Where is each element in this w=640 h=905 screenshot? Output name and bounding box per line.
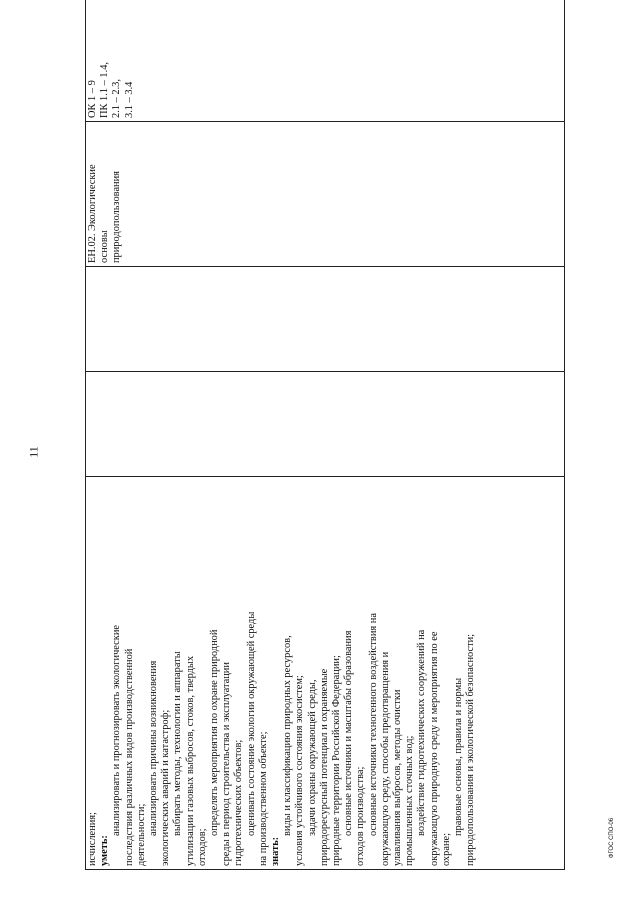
text-line: знать: — [270, 836, 282, 866]
rotated-table-container — [85, 24, 565, 870]
discipline-line: основы — [99, 230, 111, 263]
discipline-text — [87, 125, 124, 263]
text-line: утилизации газовых выбросов, стоков, твердых — [184, 655, 196, 866]
competency-codes-text — [87, 0, 136, 118]
text-line: промышленных сточных вод; — [404, 735, 416, 866]
text-line: отходов; — [196, 828, 208, 866]
code-line: 3.1 – 3.4 — [123, 81, 135, 118]
text-line: основные источники и масштабы образования — [343, 630, 355, 836]
text-line: окружающую среду, способы предотвращения и — [379, 651, 391, 866]
footer-code: ФГОС СПО-06 — [609, 817, 615, 859]
text-line: среды в период строительства и эксплуатации — [221, 662, 233, 866]
discipline-cell — [86, 122, 565, 267]
text-line: условия устойчивого состояния экосистем; — [294, 675, 306, 866]
text-line: задачи охраны окружающей среды, — [306, 679, 318, 836]
empty-cell — [86, 372, 565, 477]
text-line: анализировать и прогнозировать экологические — [111, 624, 123, 836]
text-line: экологических аварий и катастроф; — [160, 709, 172, 866]
text-line: последствия различных видов производственной — [123, 648, 135, 866]
table-row — [86, 0, 565, 870]
code-line: ПК 1.1 – 1.4, — [99, 62, 111, 118]
text-line: анализировать причины возникновения — [148, 660, 160, 836]
text-line: отходов производства; — [355, 766, 367, 866]
competency-description-cell — [86, 477, 565, 870]
text-line: исчисления; — [87, 812, 98, 866]
text-line: гидротехнических объектов; — [233, 739, 245, 866]
text-line: охране; — [440, 833, 452, 866]
text-line: виды и классификацию природных ресурсов, — [282, 635, 294, 836]
empty-cell — [86, 267, 565, 372]
text-line: воздействие гидротехнических сооружений на — [416, 629, 428, 836]
text-line: оценивать состояние экологии окружающей среды — [245, 611, 257, 836]
code-line: ОК 1 – 9 — [87, 80, 98, 118]
text-line: основные источники техногенного воздействия на — [367, 613, 379, 836]
code-line: 2.1 – 2.3, — [111, 79, 123, 118]
curriculum-table — [85, 0, 565, 870]
text-line: окружающую природную среду и мероприятия по ее — [428, 631, 440, 866]
text-line: природные территории Российской Федерации; — [331, 655, 343, 866]
discipline-line: ЕН.02. Экологические — [87, 164, 98, 263]
text-line: уметь: — [99, 835, 111, 866]
text-line: выбирать методы, технологии и аппараты — [172, 651, 184, 836]
competency-text — [87, 480, 478, 866]
text-line: улавливания выбросов, методы очистки — [392, 689, 404, 866]
page-number: 11 — [26, 446, 41, 458]
discipline-line: природопользования — [111, 171, 123, 263]
text-line: определять мероприятия по охране природной — [209, 629, 221, 836]
text-line: на производственном объекте; — [257, 731, 269, 866]
text-line: деятельности; — [135, 803, 147, 866]
competency-codes-cell — [86, 0, 565, 122]
text-line: природопользования и экологической безопасности; — [465, 633, 477, 866]
text-line: природоресурсный потенциал и охраняемые — [318, 668, 330, 866]
text-line: правовые основы, правила и нормы — [453, 677, 465, 836]
